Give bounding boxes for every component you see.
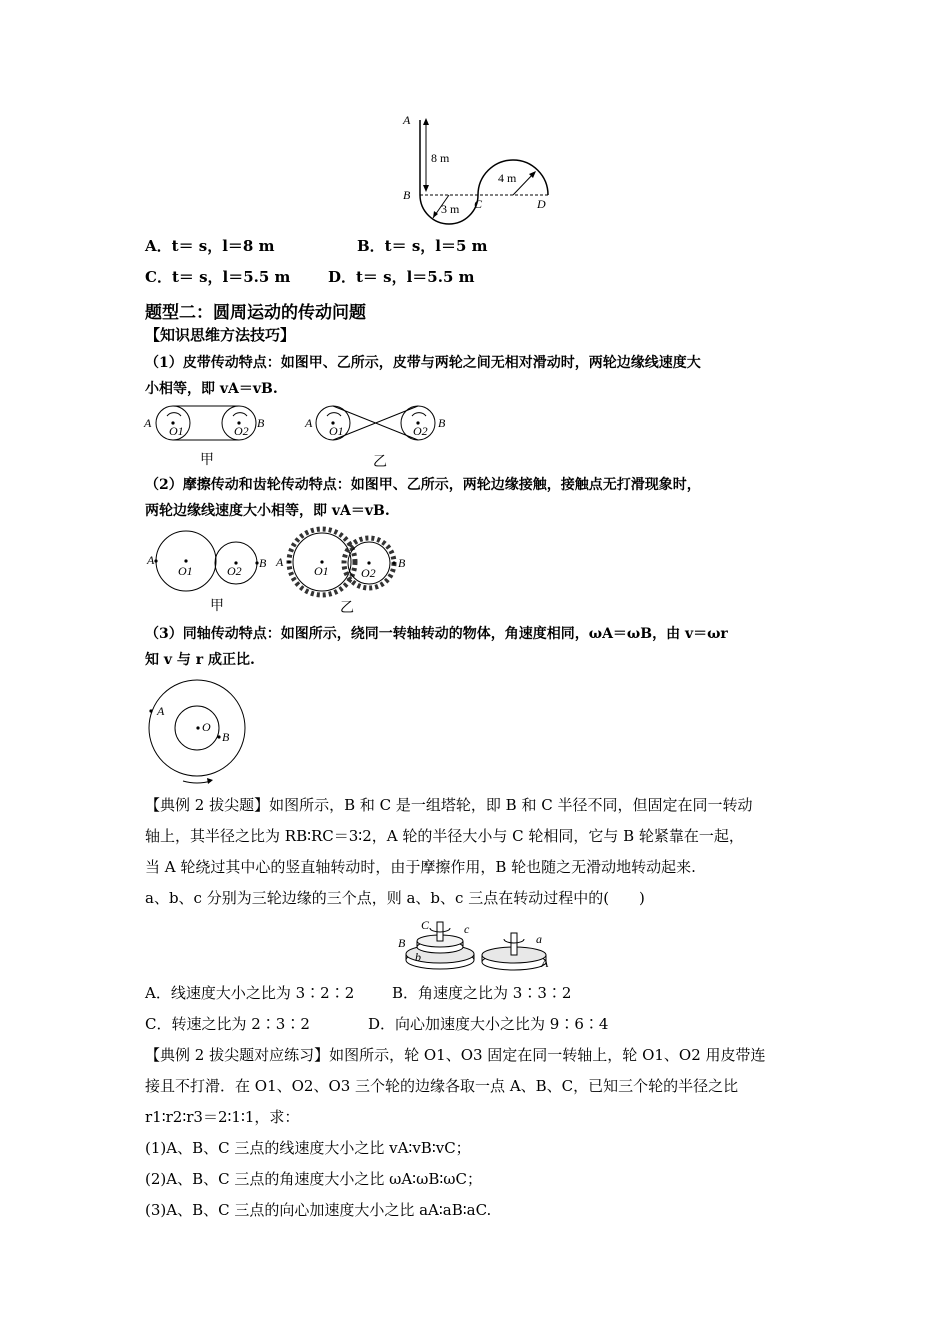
belt-cap-jia: 甲 (200, 453, 214, 468)
q1-option-a: A．t＝ s，l＝8 m (145, 237, 275, 255)
tower-wheel-figure (398, 916, 558, 974)
practice-line1: 【典例 2 拔尖题对应练习】如图所示，轮 O1、O3 固定在同一转轴上，轮 O1、O2 用皮带连 (145, 1046, 766, 1064)
coax-A: A (157, 704, 165, 718)
gear1-A: A (147, 553, 155, 567)
label-D: D (537, 197, 546, 211)
section-title: 题型二：圆周运动的传动问题 (145, 303, 366, 323)
q1-option-c: C．t＝ s，l＝5.5 m (145, 268, 291, 286)
belt2-B: B (438, 416, 446, 430)
practice-q2: (2)A、B、C 三点的角速度大小之比 ωA∶ωB∶ωC； (145, 1170, 482, 1188)
q1-option-d: D．t＝ s，l＝5.5 m (328, 268, 475, 286)
tower-b: b (415, 950, 421, 964)
belt2-O2: O2 (413, 424, 428, 438)
belt-drive-figure (140, 402, 460, 472)
q1-option-b: B．t＝ s，l＝5 m (357, 237, 488, 255)
dim-8m: 8 m (431, 151, 450, 165)
tower-c: c (464, 922, 470, 936)
ex2-option-b: B．角速度之比为 3∶3∶2 (392, 984, 572, 1002)
ex2-option-d: D．向心加速度大小之比为 9∶6∶4 (368, 1015, 609, 1033)
belt1-O1: O1 (169, 424, 184, 438)
gear2-O2: O2 (361, 566, 376, 580)
tower-C: C (421, 918, 430, 932)
dim-4m: 4 m (498, 171, 517, 185)
gear2-O1: O1 (314, 564, 329, 578)
ex2-line3: 当 A 轮绕过其中心的竖直轴转动时，由于摩擦作用，B 轮也随之无滑动地转动起来. (145, 858, 696, 876)
label-A: A (403, 113, 411, 127)
ex2-line2: 轴上，其半径之比为 RB∶RC＝3∶2，A 轮的半径大小与 C 轮相同，它与 B 轮紧靠在一起， (145, 827, 744, 845)
belt-cap-yi: 乙 (373, 455, 387, 470)
dim-3m: 3 m (441, 202, 460, 216)
ex2-option-c: C．转速之比为 2∶3∶2 (145, 1015, 310, 1033)
coax-O: O (202, 720, 211, 734)
gear-drive-figure (140, 526, 430, 618)
p3-line2: 知 v 与 r 成正比. (145, 652, 255, 668)
practice-line3: r1∶r2∶r3＝2∶1∶1，求： (145, 1108, 300, 1126)
belt1-A: A (144, 416, 152, 430)
tips-title: 【知识思维方法技巧】 (145, 326, 296, 344)
p1-line1: （1）皮带传动特点：如图甲、乙所示，皮带与两轮之间无相对滑动时，两轮边缘线速度大 (145, 355, 701, 371)
p2-line2: 两轮边缘线速度大小相等，即 vA＝vB. (145, 503, 390, 519)
gear-cap-yi: 乙 (340, 601, 354, 616)
belt2-A: A (305, 416, 313, 430)
track-figure (400, 110, 560, 222)
gear1-O2: O2 (227, 564, 242, 578)
label-B: B (403, 188, 411, 202)
coaxial-figure (145, 680, 255, 786)
gear1-O1: O1 (178, 564, 193, 578)
gear1-B: B (259, 556, 267, 570)
gear-cap-jia: 甲 (210, 599, 224, 614)
coax-B: B (222, 730, 230, 744)
p2-line1: （2）摩擦传动和齿轮传动特点：如图甲、乙所示，两轮边缘接触，接触点无打滑现象时， (145, 477, 701, 493)
label-C: C (474, 197, 483, 211)
ex2-line4: a、b、c 分别为三轮边缘的三个点，则 a、b、c 三点在转动过程中的( ) (145, 889, 645, 907)
belt1-B: B (257, 416, 265, 430)
practice-q3: (3)A、B、C 三点的向心加速度大小之比 aA∶aB∶aC. (145, 1201, 492, 1219)
ex2-line1: 【典例 2 拔尖题】如图所示，B 和 C 是一组塔轮，即 B 和 C 半径不同，但固定在同一转动 (145, 796, 753, 814)
tower-a: a (536, 932, 542, 946)
p1-line2: 小相等，即 vA＝vB. (145, 381, 278, 397)
practice-line2: 接且不打滑．在 O1、O2、O3 三个轮的边缘各取一点 A、B、C，已知三个轮的半径之比 (145, 1077, 739, 1095)
gear2-A: A (276, 555, 284, 569)
p3-line1: （3）同轴传动特点：如图所示，绕同一转轴转动的物体，角速度相同，ωA＝ωB，由 v＝ωr (145, 626, 728, 642)
ex2-option-a: A．线速度大小之比为 3∶2∶2 (145, 984, 355, 1002)
gear2-B: B (398, 556, 406, 570)
practice-q1: (1)A、B、C 三点的线速度大小之比 vA∶vB∶vC； (145, 1139, 471, 1157)
belt1-O2: O2 (234, 424, 249, 438)
tower-B: B (398, 936, 406, 950)
tower-A: A (541, 956, 549, 970)
belt2-O1: O1 (329, 424, 344, 438)
